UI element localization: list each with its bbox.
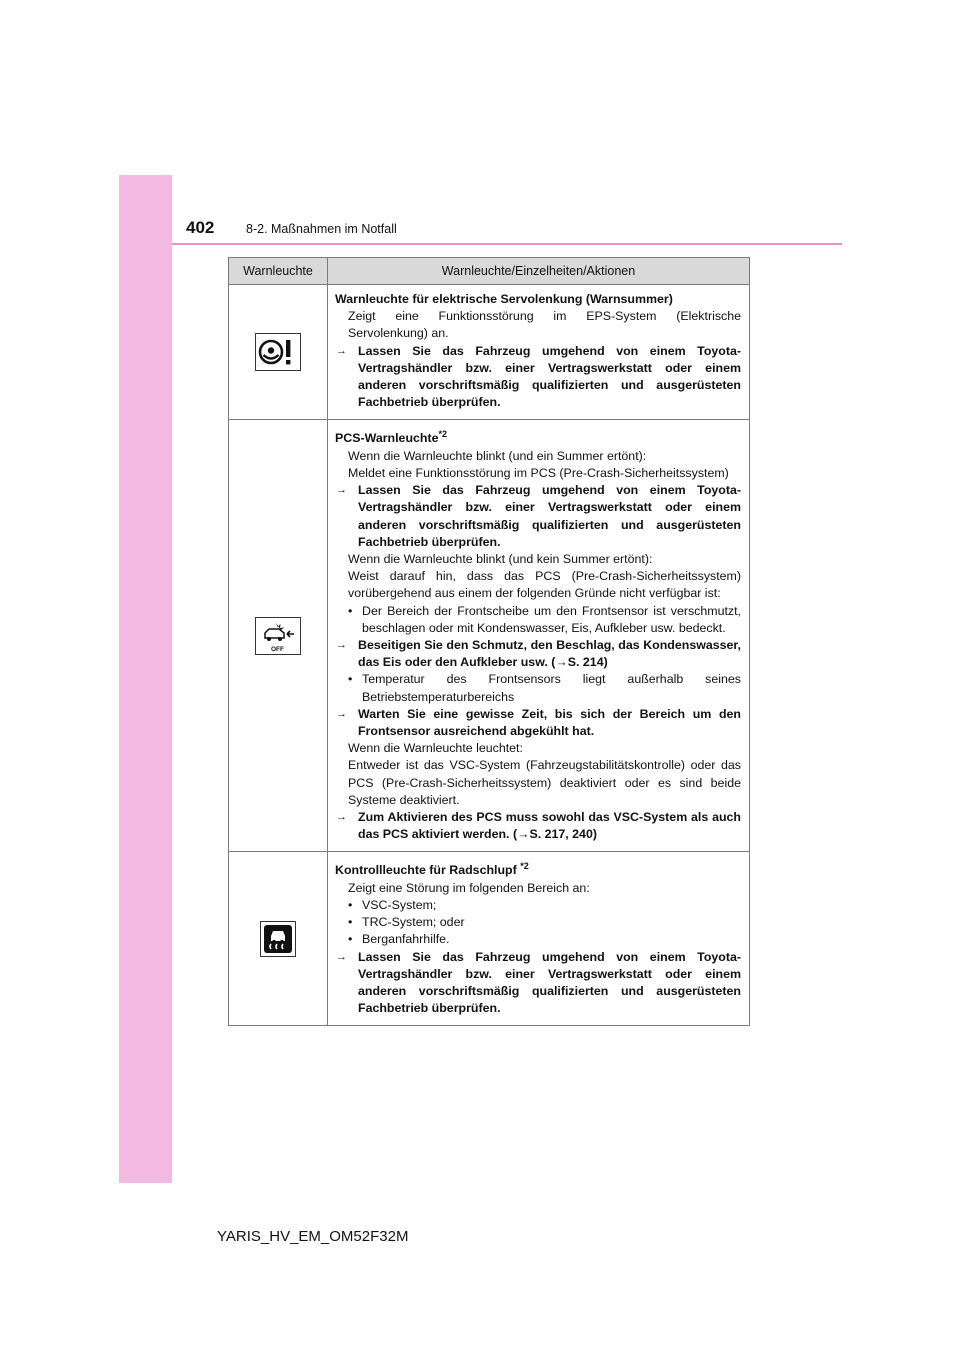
table-row	[229, 420, 750, 852]
pcs-warning-icon	[255, 617, 301, 655]
bullet-item: • Temperatur des Frontsensors liegt außerhalb seines Betriebstemperaturbereichs	[338, 671, 741, 705]
text-line: Zeigt eine Störung im folgenden Bereich an:	[348, 880, 590, 895]
action-item: → Lassen Sie das Fahrzeug umgehend von einem Toyota-Vertragshändler bzw. einer Vertragswerkstatt oder einem anderen vorschriftsmäßig qualifizierten und ausgerüsteten Fachbetrieb überprüfen.	[335, 949, 741, 1018]
footnote-mark: *2	[520, 861, 529, 872]
row-title-text: Kontrollleuchte für Radschlupf	[335, 863, 517, 878]
bullet-item: • Der Bereich der Frontscheibe um den Frontsensor ist verschmutzt, beschlagen oder mit Kondenswasser, Eis, Aufkleber usw. bedeckt.	[338, 603, 741, 637]
eps-warning-icon	[255, 333, 301, 371]
text-line: Entweder ist das VSC-System (Fahrzeugstabilitätskontrolle) oder das PCS (Pre-Crash-Sicherheitssystem) deaktiviert oder es sind beide Systeme deaktiviert.	[348, 758, 741, 807]
text-line: Wenn die Warnleuchte blinkt (und kein Summer ertönt):	[348, 551, 653, 566]
bullet-item: • Berganfahrhilfe.	[338, 931, 741, 948]
warning-light-table	[228, 257, 750, 1026]
text-line: Wenn die Warnleuchte blinkt (und ein Summer ertönt):	[348, 448, 647, 463]
chapter-sidebar	[119, 175, 172, 1183]
details-cell	[328, 285, 750, 420]
action-item: → Lassen Sie das Fahrzeug umgehend von einem Toyota-Vertragshändler bzw. einer Vertragswerkstatt oder einem anderen vorschriftsmäßig qualifizierten und ausgerüsteten Fachbetrieb überprüfen.	[335, 482, 741, 551]
slip-indicator-icon	[260, 921, 296, 957]
bullet-item: • VSC-System;	[338, 897, 741, 914]
page-number: 402	[186, 218, 215, 237]
table-header-row	[229, 258, 750, 285]
action-item: → Beseitigen Sie den Schmutz, den Beschlag, das Kondenswasser, das Eis oder den Aufkleber usw. (→S. 214)	[335, 637, 741, 671]
row-title: Warnleuchte für elektrische Servolenkung (Warnsummer)	[335, 292, 673, 306]
pcs-icon-off-label: OFF	[271, 645, 284, 653]
text-line: Weist darauf hin, dass das PCS (Pre-Crash-Sicherheitssystem) vorübergehend aus einem der folgenden Gründe nicht verfügbar ist:	[348, 569, 741, 601]
document-code: YARIS_HV_EM_OM52F32M	[217, 1228, 409, 1245]
action-item: → Warten Sie eine gewisse Zeit, bis sich der Bereich um den Frontsensor ausreichend abgekühlt hat.	[335, 706, 741, 740]
footnote-mark: *2	[438, 429, 448, 440]
text-line: Wenn die Warnleuchte leuchtet:	[348, 741, 523, 756]
details-cell	[328, 420, 750, 852]
header-divider	[172, 243, 842, 245]
details-cell	[328, 852, 750, 1026]
icon-cell	[229, 285, 328, 420]
icon-cell	[229, 852, 328, 1026]
bullet-item: • TRC-System; oder	[338, 914, 741, 931]
table-row	[229, 852, 750, 1026]
column-header-details: Warnleuchte/Einzelheiten/Aktionen	[328, 258, 750, 285]
row-title	[335, 426, 741, 447]
column-header-icon: Warnleuchte	[229, 258, 328, 285]
icon-cell	[229, 420, 328, 852]
text-line: Meldet eine Funktionsstörung im PCS (Pre-Crash-Sicherheitssystem)	[348, 465, 729, 480]
action-item: → Zum Aktivieren des PCS muss sowohl das VSC-System als auch das PCS aktiviert werden. (→S. 217, 240)	[335, 809, 741, 843]
row-title	[335, 858, 741, 879]
row-title-text: PCS-Warnleuchte	[335, 431, 439, 446]
action-item: → Lassen Sie das Fahrzeug umgehend von einem Toyota-Vertragshändler bzw. einer Vertragswerkstatt oder einem anderen vorschriftsmäßig qualifizierten und ausgerüsteten Fachbetrieb überprüfen.	[335, 343, 741, 412]
table-row	[229, 285, 750, 420]
section-title: 8-2. Maßnahmen im Notfall	[246, 222, 397, 236]
row-description: Zeigt eine Funktionsstörung im EPS-System (Elektrische Servolenkung) an.	[348, 309, 741, 341]
